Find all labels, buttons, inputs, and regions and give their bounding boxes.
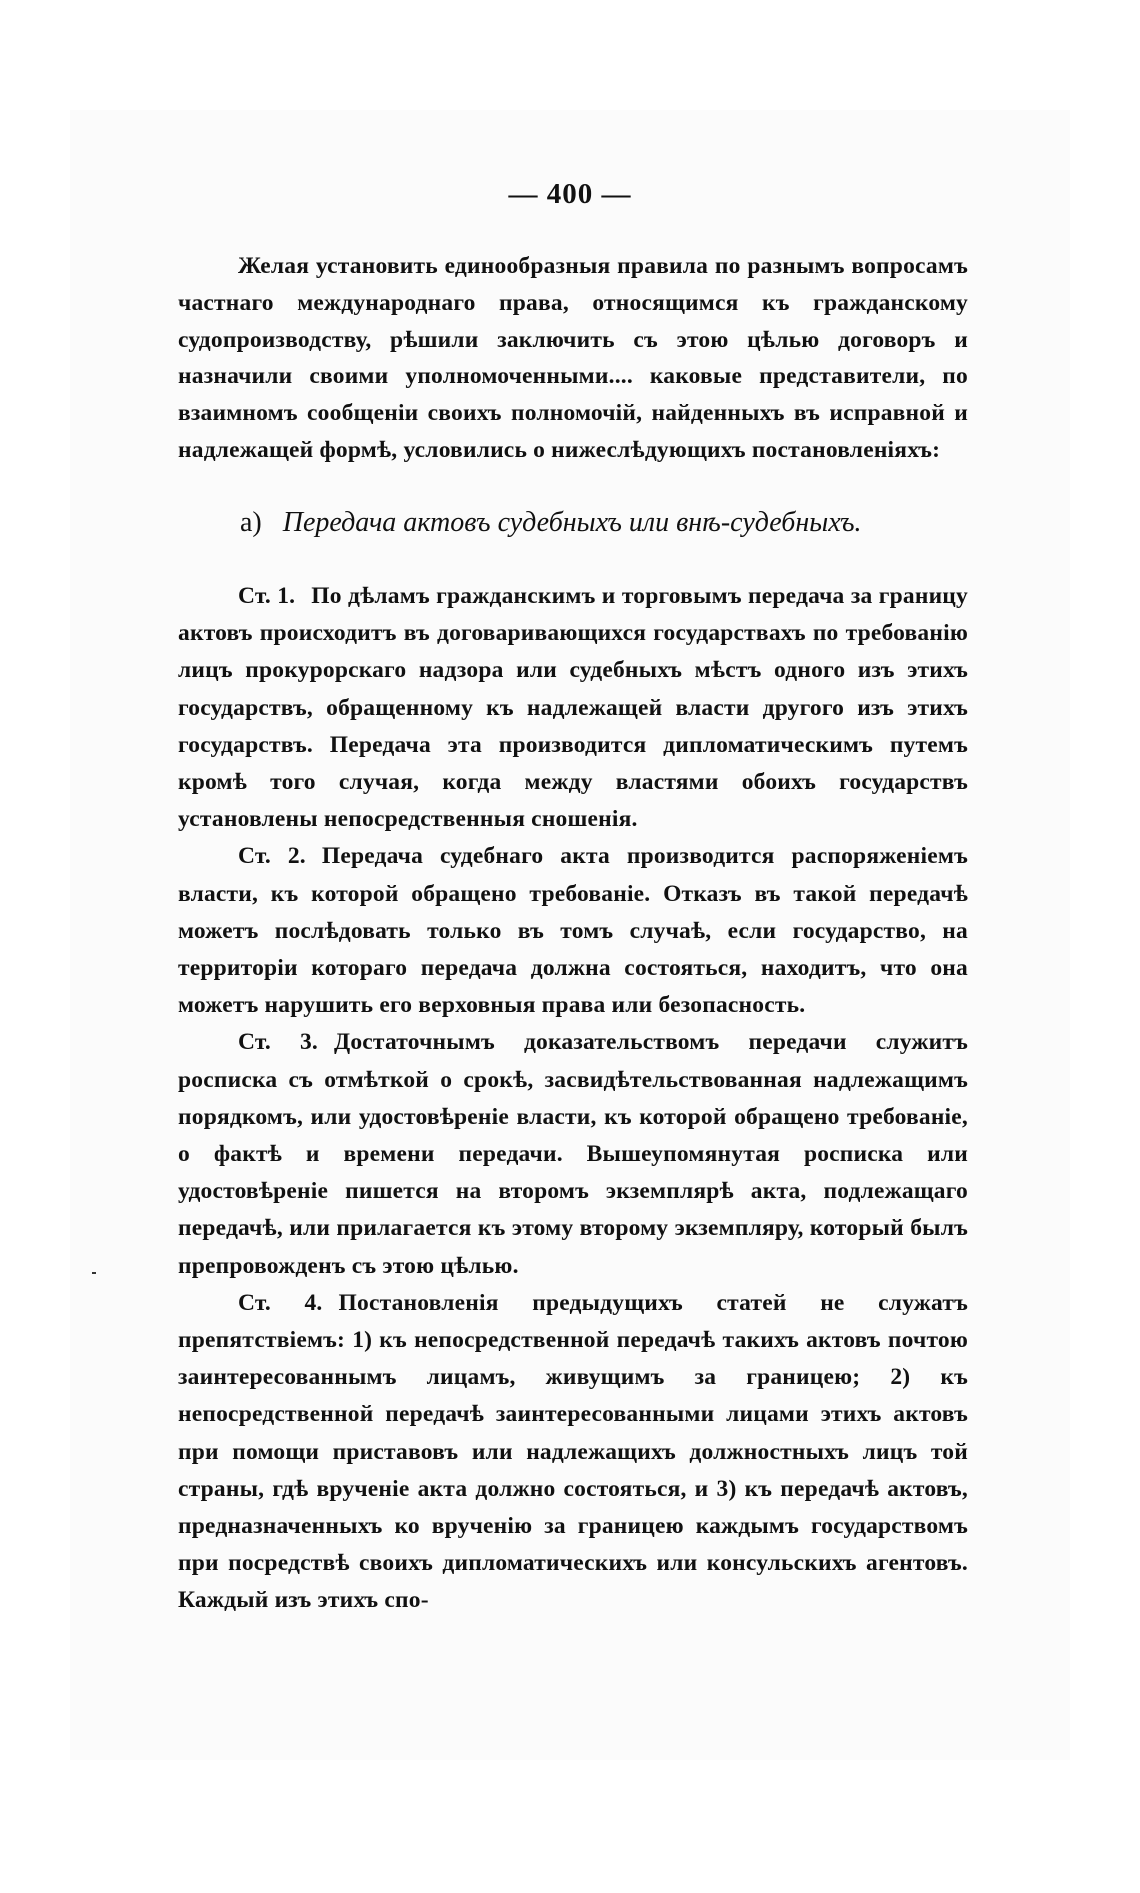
article-4 xyxy=(178,1285,968,1620)
margin-mark xyxy=(92,1272,96,1274)
article-2 xyxy=(178,838,968,1024)
section-heading xyxy=(240,505,1000,541)
articles-block xyxy=(178,578,968,1620)
article-text: Достаточнымъ доказательствомъ передачи служитъ росписка съ отмѣткой о срокѣ, засвидѣтельствованная надлежащимъ порядкомъ, или удостовѣреніе власти, къ которой обращено требованіе, о фактѣ и времени передачи. Вышеупомянутая росписка или удостовѣреніе пишется на второмъ экземплярѣ акта, подлежащаго передачѣ, или прилагается къ этому второму экземпляру, который былъ препровожденъ съ этою цѣлью. xyxy=(178,1029,969,1279)
page-number: — 400 — xyxy=(508,178,632,210)
article-number: Ст. 3. xyxy=(238,1029,318,1056)
article-text: Передача судебнаго акта производится распоряженіемъ власти, къ которой обращено требованіе. Отказъ въ такой передачѣ можетъ послѣдовать только въ томъ случаѣ, если государство, на территоріи котораго передача должна состояться, находитъ, что она можетъ нарушить его верховныя права или безопасность. xyxy=(178,843,969,1019)
article-number: Ст. 1. xyxy=(238,583,296,609)
article-1 xyxy=(178,578,968,838)
preamble-paragraph: Желая установить единообразныя правила по разнымъ вопросамъ частнаго международнаго права, относящимся къ гражданскому судопроизводству, рѣшили заключить съ этою цѣлью договоръ и назначили своими уполномоченными.... каковые представители, по взаимномъ сообщеніи своихъ полномочій, найденныхъ въ исправной и надлежащей формѣ, условились о нижеслѣдующихъ постановленіяхъ: xyxy=(178,253,968,463)
preamble-block xyxy=(178,248,968,527)
article-3 xyxy=(178,1024,968,1284)
article-text: По дѣламъ гражданскимъ и торговымъ передача за границу актовъ происходитъ въ договаривающихся государствахъ по требованію лицъ прокурорскаго надзора или судебныхъ мѣстъ одного изъ этихъ государствъ, обращенному къ надлежащей власти другого изъ этихъ государствъ. Передача эта производится дипломатическимъ путемъ кромѣ того случая, когда между властями обоихъ государствъ установлены непосредственныя сношенія. xyxy=(178,583,968,833)
article-number: Ст. 2. xyxy=(238,843,306,870)
article-text: Постановленія предыдущихъ статей не служатъ препятствіемъ: 1) къ непосредственной передачѣ такихъ актовъ почтою заинтересованнымъ лицамъ, живущимъ за границею; 2) къ непосредственной передачѣ заинтересованными лицами этихъ актовъ при помощи приставовъ или надлежащихъ должностныхъ лицъ той страны, гдѣ врученіе акта должно состояться, и 3) къ передачѣ актовъ, предназначенныхъ ко врученію за границею каждымъ государствомъ при посредствѣ своихъ дипломатическихъ или консульскихъ агентовъ. Каждый изъ этихъ спо- xyxy=(178,1289,969,1614)
article-number: Ст. 4. xyxy=(238,1289,323,1316)
section-letter: a) xyxy=(240,507,262,538)
section-title: Передача актовъ судебныхъ или внѣ-судебныхъ. xyxy=(282,507,862,538)
